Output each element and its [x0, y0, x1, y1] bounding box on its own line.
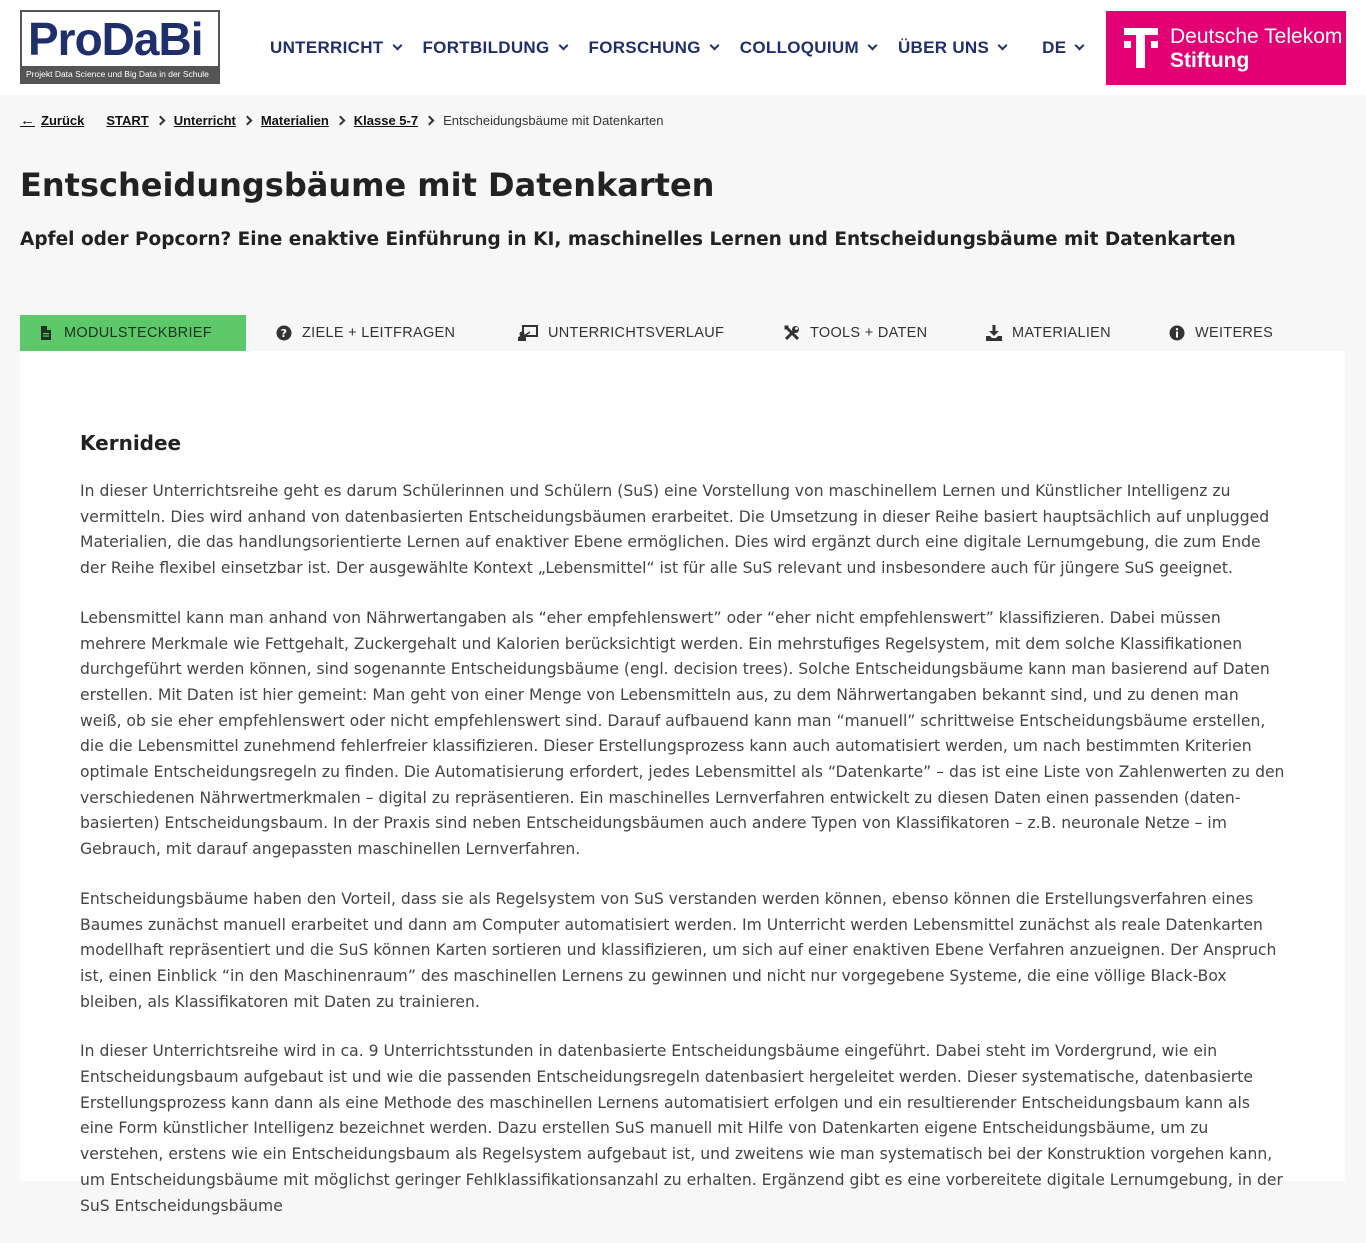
sponsor-suffix: Stiftung — [1170, 49, 1250, 72]
question-circle-icon — [276, 325, 292, 341]
prodabi-logo[interactable] — [20, 10, 220, 84]
module-tabs — [20, 315, 1345, 351]
back-label: Zurück — [41, 112, 85, 128]
telekom-t-icon — [1124, 28, 1158, 68]
chevron-right-icon — [242, 115, 252, 125]
tab-label: MODULSTECKBRIEF — [64, 325, 212, 341]
tab-materialien[interactable] — [969, 315, 1169, 351]
nav-item-forschung[interactable] — [589, 38, 718, 58]
nav-item-ueber-uns[interactable] — [898, 38, 1006, 58]
nav-item-label: FORSCHUNG — [588, 37, 701, 57]
tab-tools-daten[interactable] — [752, 315, 969, 351]
tab-label: WEITERES — [1195, 325, 1274, 341]
page-title: Entscheidungsbäume mit Datenkarten — [20, 166, 715, 204]
module-content — [20, 351, 1345, 1215]
tab-label: UNTERRICHTSVERLAUF — [548, 325, 725, 341]
svg-text:?: ? — [280, 327, 288, 340]
breadcrumb-current: Entscheidungsbäume mit Datenkarten — [443, 112, 664, 128]
tab-label: MATERIALIEN — [1012, 325, 1111, 341]
logo-subtitle: Projekt Data Science und Big Data in der Schule — [22, 66, 218, 82]
tab-unterrichtsverlauf[interactable] — [486, 315, 752, 351]
breadcrumb — [20, 111, 664, 129]
document-icon — [38, 325, 54, 341]
chevron-down-icon — [709, 41, 719, 51]
section-title: Kernidee — [80, 431, 182, 455]
download-icon — [986, 325, 1002, 341]
sponsor-name: Deutsche Telekom — [1170, 25, 1343, 48]
breadcrumb-start[interactable]: START — [106, 112, 149, 128]
tab-modulsteckbrief[interactable] — [20, 315, 246, 351]
nav-item-label: FORTBILDUNG — [422, 37, 550, 57]
paragraph: Lebensmittel kann man anhand von Nährwertangaben als “eher empfehlenswert” oder “eher nicht empfehlenswert” klassifizieren. Dabei müssen mehrere Merkmale wie Fettgehalt, Zuckergehalt und Kalorien berücksichtigt werden. Ein mehrstufiges Regelsystem, mit dem solche Klassifikationen durchgeführt werden können, sind sogenannte Entscheidungsbäume (engl. decision trees). Solche Entscheidungsbäume kann man basierend auf Daten erstellen. Mit Daten ist hier gemeint: Man geht von einer Menge von Lebensmitteln aus, zu dem Nährwertangaben bekannt sind, und zu denen man weiß, ob sie eher empfehlenswert oder nicht empfehlenswert sind. Darauf aufbauend kann man “manuell” schrittweise Entscheidungsbäume erstellen, die die Lebensmittel zunehmend fehlerfreier klassifizieren. Dieser Erstellungsprozess kann auch automatisiert werden, um nach bestimmten Kriterien optimale Entscheidungsregeln zu finden. Die Automatisierung erfordert, jedes Lebensmittel als “Datenkarte” – das ist eine Liste von Zahlenwerten zu den verschiedenen Nährwertmerkmalen – digital zu repräsentieren. Ein maschinelles Lernverfahren entwickelt zu diesen Daten einen passenden (daten-basierten) Entscheidungsbaum. In der Praxis sind neben Entscheidungsbäumen auch andere Typen von Klassifikatoren – z.B. neuronale Netze – im Gebrauch, mit darauf angepassten maschinellen Lernverfahren. — [80, 608, 1285, 859]
info-circle-icon — [1169, 325, 1185, 341]
breadcrumb-unterricht[interactable]: Unterricht — [173, 112, 236, 128]
tab-ziele-leitfragen[interactable] — [246, 315, 486, 351]
breadcrumb-materialien[interactable]: Materialien — [260, 112, 329, 128]
back-link[interactable] — [20, 112, 84, 129]
paragraph: Entscheidungsbäume haben den Vorteil, dass sie als Regelsystem von SuS verstanden werden können, ebenso können die Erstellungsverfahren eines Baumes zunächst manuell erarbeitet und dann am Computer automatisiert werden. Im Unterricht werden Lebensmittel zunächst als reale Datenkarten modellhaft repräsentiert und die SuS können Karten sortieren und klassifizieren, um sich auf einer enaktiven Ebene Verfahren anzueignen. Der Anspruch ist, einen Einblick “in den Maschinenraum” des maschinellen Lernens zu gewinnen und nicht nur vorgegebene Systeme, die eine völlige Black-Box bleiben, als Klassifikatoren mit Daten zu trainieren. — [80, 889, 1277, 1011]
nav-item-fortbildung[interactable] — [423, 38, 567, 58]
telekom-stiftung-logo[interactable] — [1106, 11, 1346, 85]
nav-item-label: COLLOQUIUM — [739, 37, 859, 57]
paragraph: In dieser Unterrichtsreihe geht es darum Schülerinnen und Schülern (SuS) eine Vorstellung von maschinellem Lernen und Künstlicher Intelligenz zu vermitteln. Dies wird anhand von datenbasierten Entscheidungsbäumen erarbeitet. Die Umsetzung in dieser Reihe basiert hauptsächlich auf unplugged Materialien, die das handlungsorientierte Lernen auf enaktiver Ebene ermöglichen. Dies wird ergänzt durch eine digitale Lernumgebung, die zum Ende der Reihe flexibel einsetzbar ist. Der ausgewählte Kontext „Lebensmittel“ ist für alle SuS relevant und insbesondere auch für jüngere SuS geeignet. — [80, 482, 1270, 578]
language-selector[interactable] — [1042, 38, 1083, 58]
chevron-right-icon — [155, 115, 165, 125]
page-subtitle: Apfel oder Popcorn? Eine enaktive Einführung in KI, maschinelles Lernen und Entscheidungsbäume mit Datenkarten — [20, 229, 1236, 250]
chevron-right-icon — [425, 115, 435, 125]
chevron-right-icon — [335, 115, 345, 125]
chevron-down-icon — [392, 41, 402, 51]
logo-text: ProDaBi — [28, 13, 203, 65]
chevron-down-icon — [558, 41, 568, 51]
nav-item-label: ÜBER UNS — [897, 37, 990, 57]
presentation-icon — [518, 325, 538, 341]
language-label: DE — [1042, 37, 1067, 57]
tools-icon — [784, 325, 800, 341]
main-nav — [270, 0, 1105, 95]
chevron-down-icon — [1075, 41, 1085, 51]
tab-label: ZIELE + LEITFRAGEN — [302, 325, 456, 341]
nav-item-colloquium[interactable] — [740, 38, 876, 58]
tab-weiteres[interactable] — [1169, 315, 1345, 351]
chevron-down-icon — [867, 41, 877, 51]
chevron-down-icon — [998, 41, 1008, 51]
tab-label: TOOLS + DATEN — [810, 325, 928, 341]
nav-item-label: UNTERRICHT — [270, 37, 384, 57]
paragraph: In dieser Unterrichtsreihe wird in ca. 9 Unterrichtsstunden in datenbasierte Entscheidungsbäume eingeführt. Dabei steht im Vordergrund, wie ein Entscheidungsbaum aufgebaut ist und wie die passenden Entscheidungsregeln datenbasiert hergeleitet werden. Dieser systematische, datenbasierte Erstellungsprozess kann dann als eine Methode des maschinellen Lernens automatisiert erfolgen und ein resultierender Entscheidungsbaum kann als eine Form künstlicher Intelligenz bezeichnet werden. Dazu erstellen SuS manuell mit Hilfe von Datenkarten eigene Entscheidungsbäume, um zu verstehen, erstens wie ein Entscheidungsbaum als Regelsystem aufgebaut ist, und zweitens wie man systematisch bei der Konstruktion vorgehen kann, um Entscheidungsbäume mit möglichst geringer Fehlklassifikationsanzahl zu erhalten. Ergänzend gibt es eine vorbereitete digitale Lernumgebung, in der SuS Entscheidungsbäume — [80, 1042, 1283, 1215]
breadcrumb-klasse[interactable]: Klasse 5-7 — [353, 112, 419, 128]
paragraphs — [80, 479, 1285, 1243]
nav-item-unterricht[interactable] — [270, 38, 401, 58]
arrow-left-icon: ← — [20, 111, 35, 129]
site-header — [0, 0, 1366, 95]
